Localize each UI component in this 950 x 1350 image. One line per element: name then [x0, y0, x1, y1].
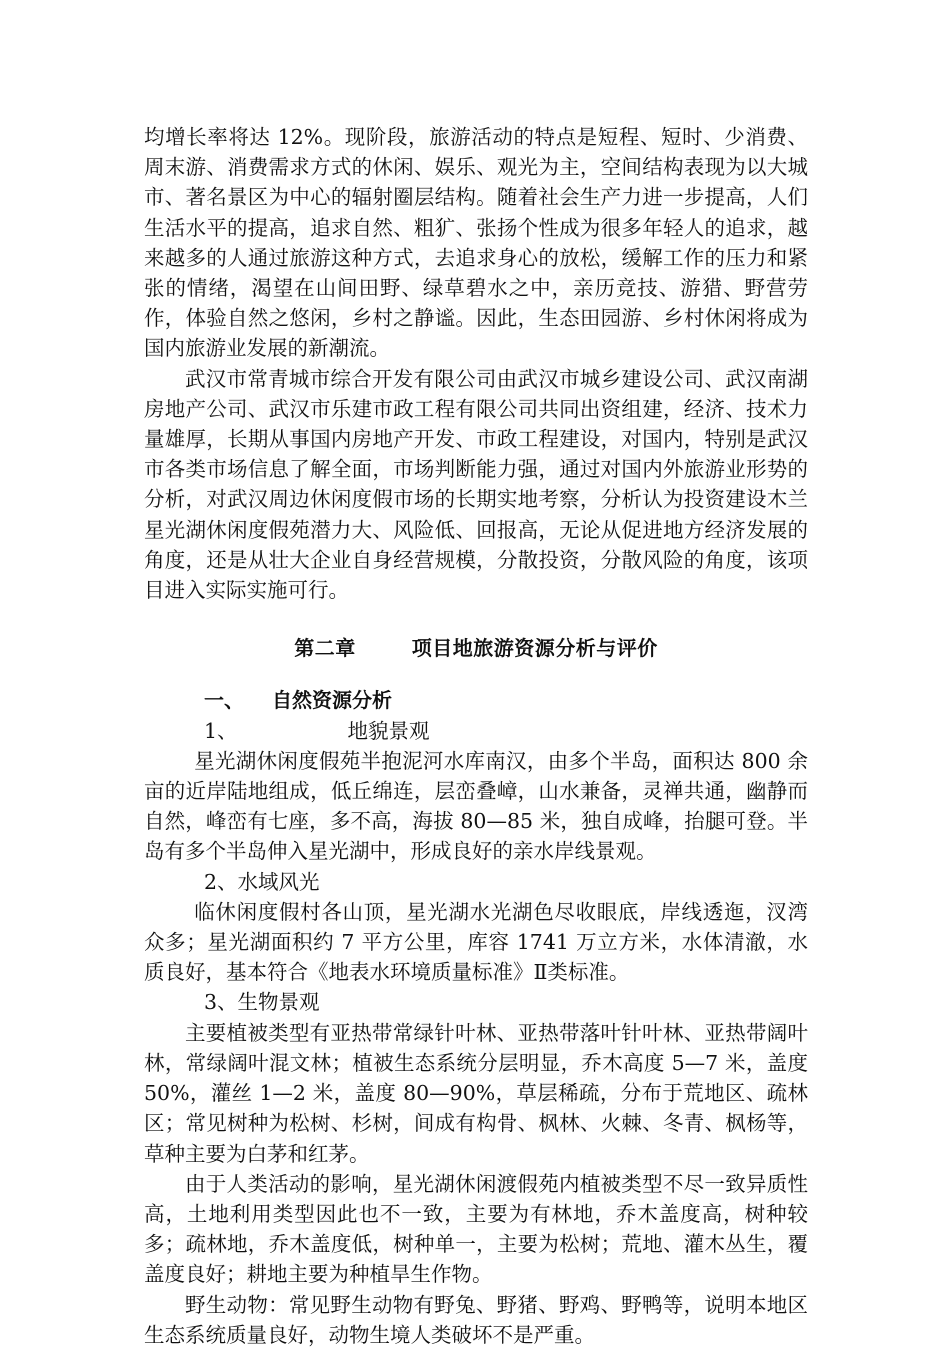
subheading-number: 1、	[204, 718, 238, 743]
document-page	[144, 122, 808, 1350]
subheading-landform	[144, 716, 808, 746]
subheading-biology: 3、生物景观	[204, 990, 320, 1015]
subheading-title: 地貌景观	[347, 718, 430, 743]
section-number: 一、	[204, 688, 244, 713]
paragraph-company: 武汉市常青城市综合开发有限公司由武汉市城乡建设公司、武汉南湖房地产公司、武汉市乐建市政工程有限公司共同出资组建，经济、技术力量雄厚，长期从事国内房地产开发、市政工程建设，对国内，特别是武汉市各类市场信息了解全面，市场判断能力强，通过对国内外旅游业形势的分析，对武汉周边休闲度假市场的长期实地考察，分析认为投资建设木兰星光湖休闲度假苑潜力大、风险低、回报高，无论从促进地方经济发展的角度，还是从壮大企业自身经营规模，分散投资，分散风险的角度，该项目进入实际实施可行。	[144, 366, 808, 603]
paragraph-wildlife: 野生动物：常见野生动物有野兔、野猪、野鸡、野鸭等，说明本地区生态系统质量良好，动物生境人类破坏不是严重。	[144, 1292, 808, 1347]
section-heading-natural-resources	[144, 685, 808, 715]
section-title: 自然资源分析	[272, 688, 392, 713]
chapter-number: 第二章	[294, 636, 356, 661]
paragraph-plants: 主要植被类型有亚热带常绿针叶林、亚热带落叶针叶林、亚热带阔叶林，常绿阔叶混文林；植被生态系统分层明显，乔木高度 5—7 米，盖度 50%，灌丝 1—2 米，盖度 80—90%，草层稀疏，分布于荒地区、疏林区；常见树种为松树、杉树，间成有构骨、枫林、火棘、冬青、枫杨等，草种主要为白茅和红茅。	[144, 1020, 808, 1166]
paragraph-landform: 星光湖休闲度假苑半抱泥河水库南汉，由多个半岛，面积达 800 余亩的近岸陆地组成，低丘绵连，层峦叠嶂，山水兼备，灵禅共通，幽静而自然，峰峦有七座，多不高，海拔 80—85 米，独自成峰，抬腿可登。半岛有多个半岛伸入星光湖中，形成良好的亲水岸线景观。	[144, 748, 808, 864]
subheading-water: 2、水域风光	[204, 869, 320, 894]
paragraph-intro-continued: 均增长率将达 12%。现阶段，旅游活动的特点是短程、短时、少消费、周末游、消费需求方式的休闲、娱乐、观光为主，空间结构表现为以大城市、著名景区为中心的辐射圈层结构。随着社会生产力进一步提高，人们生活水平的提高，追求自然、粗犷、张扬个性成为很多年轻人的追求，越来越多的人通过旅游这种方式，去追求身心的放松，缓解工作的压力和紧张的情绪，渴望在山间田野、绿草碧水之中，亲历竞技、游猎、野营劳作，体验自然之悠闲，乡村之静谧。因此，生态田园游、乡村休闲将成为国内旅游业发展的新潮流。	[144, 125, 808, 361]
paragraph-water: 临休闲度假村各山顶，星光湖水光湖色尽收眼底，岸线透迤，汊湾众多；星光湖面积约 7 平方公里，库容 1741 万立方米，水体清澈，水质良好，基本符合《地表水环境质量标准》Ⅱ类标准。	[144, 899, 808, 985]
chapter-title: 项目地旅游资源分析与评价	[411, 636, 658, 661]
chapter-heading	[144, 633, 808, 663]
paragraph-human-impact: 由于人类活动的影响，星光湖休闲渡假苑内植被类型不尽一致异质性高，土地利用类型因此也不一致，主要为有林地，乔木盖度高，树种较多；疏林地，乔木盖度低，树种单一，主要为松树；荒地、灌木丛生，覆盖度良好；耕地主要为种植旱生作物。	[144, 1171, 808, 1287]
